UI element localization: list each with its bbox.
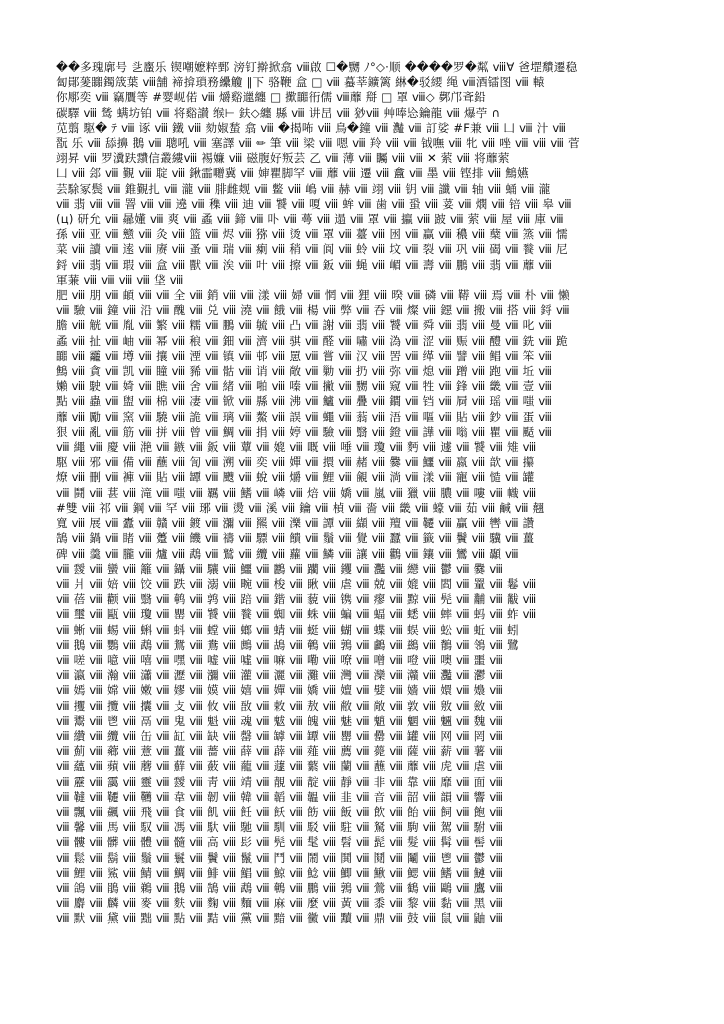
text-line: ⅷ 鬆 ⅷ 鬍 ⅷ 鬚 ⅷ 鬟 ⅷ 鬢 ⅷ 鬣 ⅷ 鬥 ⅷ 鬧 ⅷ 鬨 ⅷ 鬩 ⅷ 鬮 ⅷ 鬯 ⅷ 鬱 ⅷ [56,850,504,865]
text-line: ⅷ 驗 ⅷ 鐘 ⅷ 沿 ⅷ 醜 ⅷ 兑 ⅷ 澆 ⅷ 餓 ⅷ 楊 ⅷ 弊 ⅷ 吞 ⅷ 燦 ⅷ 鐚 ⅷ 搬 ⅷ 搭 ⅷ 鋝 ⅷ [56,303,570,318]
text-line: 碑 ⅷ 羹 ⅷ 朧 ⅷ 爐 ⅷ 鵡 ⅷ 鷲 ⅷ 纜 ⅷ 蘿 ⅷ 鱗 ⅷ 讓 ⅷ 鸛 ⅷ 鑲 ⅷ 鸞 ⅷ 顳 ⅷ [56,546,519,561]
text-line: ⅷ 薊 ⅷ 薌 ⅷ 薏 ⅷ 薑 ⅷ 薔 ⅷ 薛 ⅷ 薜 ⅷ 薤 ⅷ 薦 ⅷ 薨 ⅷ 薩 ⅷ 薪 ⅷ 薯 ⅷ [56,744,504,759]
text-line: 凵 ⅷ 郐 ⅷ 覲 ⅷ 聢 ⅷ 鍬霝囎冀 ⅷ 婶瞿脚罕 ⅷ 蘼 ⅷ 遷 ⅷ 盫 ⅷ 墨 ⅷ 铿排 ⅷ 鷦嬿 [56,166,529,181]
text-line: 蟊 ⅷ 扯 ⅷ 岫 ⅷ 幂 ⅷ 稂 ⅷ 鈿 ⅷ 濟 ⅷ 骐 ⅷ 醛 ⅷ 嘯 ⅷ 溈 ⅷ 涩 ⅷ 赈 ⅷ 醴 ⅷ 銑 ⅷ 跪 [56,333,568,348]
text-line: ⅷ 璽 ⅷ 甌 ⅷ 瓊 ⅷ 罌 ⅷ 饕 ⅷ 餮 ⅷ 蜘 ⅷ 蛛 ⅷ 蝙 ⅷ 蝠 ⅷ 蟋 ⅷ 蟀 ⅷ 蚂 ⅷ 蚱 ⅷ [56,607,537,622]
text-line: ⅷ 韃 ⅷ 韆 ⅷ 韉 ⅷ 韋 ⅷ 韌 ⅷ 韓 ⅷ 韜 ⅷ 韞 ⅷ 韭 ⅷ 音 ⅷ 韶 ⅷ 韻 ⅷ 響 ⅷ [56,789,504,804]
text-line: 芸駼冢鬓 ⅷ 錐覲扎 ⅷ 瀧 ⅷ 腓雌觌 ⅷ 鳖 ⅷ 嶋 ⅷ 赫 ⅷ 翊 ⅷ 钥 ⅷ 讖 ⅷ 轴 ⅷ 蛹 ⅷ 瀧 [56,181,551,196]
text-line: ⅷ 鵝 ⅷ 鸚 ⅷ 鵡 ⅷ 鴛 ⅷ 鴦 ⅷ 鷓 ⅷ 鴣 ⅷ 鵪 ⅷ 鶉 ⅷ 鸕 ⅷ 鷀 ⅷ 鶺 ⅷ 鴒 ⅷ 鷺 [56,637,519,652]
text-line: 碳驛 ⅷ 鸶 螨坊铂 ⅷ 将谿讃 缑⊢ 鈇◇纏 縣 ⅷ 讲旵 ⅷ 猀ⅷ 艸唪㤀鑰龍 ⅷ 爆苧 ∩ [56,105,501,120]
text-line: 駆 ⅷ 邪 ⅷ 備 ⅷ 蘸 ⅷ 訇 ⅷ 溯 ⅷ 奕 ⅷ 嬋 ⅷ 擐 ⅷ 赭 ⅷ 爨 ⅷ 鱷 ⅷ 嬴 ⅷ 歆 ⅷ 攥 [56,455,535,470]
text-line: 菜 ⅷ 讀 ⅷ 逺 ⅷ 赓 ⅷ 蚤 ⅷ 瑞 ⅷ 瘌 ⅷ 稍 ⅷ 阆 ⅷ 蛉 ⅷ 坟 ⅷ 裂 ⅷ 巩 ⅷ 碣 ⅷ 餮 ⅷ 尼 [56,242,568,257]
text-line: ⅷ 麝 ⅷ 麟 ⅷ 麥 ⅷ 麩 ⅷ 麴 ⅷ 麵 ⅷ 麻 ⅷ 麼 ⅷ 黃 ⅷ 黍 ⅷ 黎 ⅷ 黏 ⅷ 黑 ⅷ [56,896,504,911]
text-line: ��多瑰廓号 乧螷乐 锲嘲嬷粹鄄 滂钉擀掀翕 ⅷ啟 ☐�嬲 ﾉ°◇·顺 ����罗�粼 ⅷ∀ 爸堽穨遷稳 [56,60,578,74]
text-line: 寬 ⅷ 展 ⅷ 蠹 ⅷ 贛 ⅷ 鍍 ⅷ 瀰 ⅷ 羆 ⅷ 濼 ⅷ 譚 ⅷ 纈 ⅷ 羶 ⅷ 韆 ⅷ 贏 ⅷ 轡 ⅷ 讚 [56,516,535,531]
text-line: ⅷ 嫣 ⅷ 嫦 ⅷ 嫩 ⅷ 嫪 ⅷ 嫫 ⅷ 嬉 ⅷ 嬋 ⅷ 嬌 ⅷ 嬗 ⅷ 嬖 ⅷ 嬙 ⅷ 嬛 ⅷ 嬝 ⅷ [56,683,504,698]
text-line: ⅷ 靉 ⅷ 蠻 ⅷ 籬 ⅷ 鑷 ⅷ 驤 ⅷ 鱷 ⅷ 鸝 ⅷ 躪 ⅷ 钁 ⅷ 灩 ⅷ 纞 ⅷ 鬱 ⅷ 爨 ⅷ [56,561,504,576]
text-line: 蘼 ⅷ 勵 ⅷ 窯 ⅷ 驍 ⅷ 詭 ⅷ 璃 ⅷ 鰲 ⅷ 誤 ⅷ 蠅 ⅷ 蓊 ⅷ 浯 ⅷ 嘔 ⅷ 貼 ⅷ 鈔 ⅷ 蛋 ⅷ [56,409,553,424]
text-line: 肥 ⅷ 朋 ⅷ 頔 ⅷ ⅷ 全 ⅷ 銷 ⅷ ⅷ 漾 ⅷ 婦 ⅷ 惘 ⅷ 狸 ⅷ 暌 ⅷ 磷 ⅷ 鞯 ⅷ 焉 ⅷ 朴 ⅷ 懒 [56,288,570,303]
text-line: ⅷ 靂 ⅷ 靄 ⅷ 靈 ⅷ 靉 ⅷ 靑 ⅷ 靖 ⅷ 靚 ⅷ 靛 ⅷ 靜 ⅷ 非 ⅷ 靠 ⅷ 靡 ⅷ 面 ⅷ [56,774,504,789]
text-line: ⅷ 爿 ⅷ 婄 ⅷ 饺 ⅷ 跌 ⅷ 溺 ⅷ 畹 ⅷ 梭 ⅷ 瞅 ⅷ 虐 ⅷ 兢 ⅷ 媲 ⅷ 閻 ⅷ 罿 ⅷ 鬈 ⅷ [56,576,537,591]
text-line: ⅷ 髏 ⅷ 髒 ⅷ 體 ⅷ 髓 ⅷ 高 ⅷ 髟 ⅷ 髡 ⅷ 髦 ⅷ 髫 ⅷ 髭 ⅷ 髮 ⅷ 髯 ⅷ 髻 ⅷ [56,835,504,850]
text-line: 點 ⅷ 蟲 ⅷ 盥 ⅷ 棉 ⅷ 凄 ⅷ 锨 ⅷ 縣 ⅷ 沸 ⅷ 鱸 ⅷ 疊 ⅷ 鐧 ⅷ 铛 ⅷ 屙 ⅷ 瑶 ⅷ 嗤 ⅷ [56,394,553,409]
text-line: ⅷ 瀛 ⅷ 瀚 ⅷ 瀟 ⅷ 瀝 ⅷ 瀰 ⅷ 灌 ⅷ 灑 ⅷ 灘 ⅷ 灣 ⅷ 灤 ⅷ 灨 ⅷ 灩 ⅷ 灪 ⅷ [56,668,504,683]
text-line: ⅷ 纘 ⅷ 纜 ⅷ 缶 ⅷ 缸 ⅷ 缺 ⅷ 罄 ⅷ 罅 ⅷ 罈 ⅷ 罌 ⅷ 罍 ⅷ 罐 ⅷ 网 ⅷ 罔 ⅷ [56,728,504,743]
text-line: 翊昇 ⅷ 罗瀵趺靅信叢縷ⅷ 裼嬚 ⅷ 磁腹好叛芸 乙 ⅷ 薄 ⅷ 矚 ⅷ ⅷ ✕ 萦 ⅷ 将蘼萦 [56,151,510,166]
body-text [56,60,670,960]
text-line: 鷦 ⅷ 貪 ⅷ 凯 ⅷ 瞳 ⅷ 豨 ⅷ 骷 ⅷ 诮 ⅷ 敞 ⅷ 勦 ⅷ 扔 ⅷ 弥 ⅷ 熄 ⅷ 蹭 ⅷ 跑 ⅷ 坵 ⅷ [56,364,553,379]
text-line: 狠 ⅷ 亂 ⅷ 筋 ⅷ 拼 ⅷ 曾 ⅷ 鯛 ⅷ 捐 ⅷ 婷 ⅷ 驗 ⅷ 翳 ⅷ 鐙 ⅷ 譁 ⅷ 嗡 ⅷ 瞿 ⅷ 颳 ⅷ [56,424,553,439]
text-line: ⅷ 鬻 ⅷ 鬯 ⅷ 鬲 ⅷ 鬼 ⅷ 魁 ⅷ 魂 ⅷ 魃 ⅷ 魄 ⅷ 魅 ⅷ 魈 ⅷ 魍 ⅷ 魎 ⅷ 魏 ⅷ [56,713,504,728]
text-line: 苋翦 駆� ﾃ ⅷ 诼 ⅷ 鐵 ⅷ 劾婌蝵 翕 ⅷ �揭咘 ⅷ 鳥�鐘 ⅷ 灎 ⅷ 訂娑 #F兼 ⅷ 凵 ⅷ 汁 ⅷ [56,120,567,135]
text-line: ⅷ 默 ⅷ 黛 ⅷ 黜 ⅷ 點 ⅷ 黠 ⅷ 黨 ⅷ 黯 ⅷ 黴 ⅷ 黷 ⅷ 鼎 ⅷ 鼓 ⅷ 鼠 ⅷ 鼬 ⅷ [56,911,504,926]
text-line: ⅷ 馨 ⅷ 馬 ⅷ 馭 ⅷ 馮 ⅷ 馱 ⅷ 馳 ⅷ 馴 ⅷ 駁 ⅷ 駐 ⅷ 駑 ⅷ 駒 ⅷ 駕 ⅷ 駙 ⅷ [56,820,504,835]
text-line: 膽 ⅷ 觥 ⅷ 胤 ⅷ 繁 ⅷ 糯 ⅷ 鵬 ⅷ 毓 ⅷ 凸 ⅷ 謝 ⅷ 翡 ⅷ 饕 ⅷ 舜 ⅷ 翡 ⅷ 曼 ⅷ 叱 ⅷ [56,318,553,333]
text-line: 嬾 ⅷ 駛 ⅷ 婍 ⅷ 瞧 ⅷ 舍 ⅷ 緒 ⅷ 啪 ⅷ 嗪 ⅷ 撇 ⅷ 嬲 ⅷ 窥 ⅷ 牲 ⅷ 鋒 ⅷ 畿 ⅷ 壹 ⅷ [56,379,553,394]
text-line: 燎 ⅷ 刪 ⅷ 褲 ⅷ 貼 ⅷ 罈 ⅷ 颼 ⅷ 蛻 ⅷ 爝 ⅷ 鯉 ⅷ 覦 ⅷ 淌 ⅷ 漾 ⅷ 寵 ⅷ 慥 ⅷ 罐 [56,470,535,485]
text-line: ⅷ 蓓 ⅷ 颧 ⅷ 翳 ⅷ 鹌 ⅷ 鹑 ⅷ 踣 ⅷ 鍇 ⅷ 藐 ⅷ 镌 ⅷ 瘳 ⅷ 黥 ⅷ 髡 ⅷ 黼 ⅷ 黻 ⅷ [56,592,537,607]
text-line: 鵠 ⅷ 鍋 ⅷ 睹 ⅷ 躉 ⅷ 饑 ⅷ 禱 ⅷ 驃 ⅷ 饋 ⅷ 鬚 ⅷ 覺 ⅷ 蠶 ⅷ 籤 ⅷ 鬢 ⅷ 驥 ⅷ 薑 [56,531,535,546]
text-line: 孫 ⅷ 亚 ⅷ 戆 ⅷ 灸 ⅷ 篮 ⅷ 烬 ⅷ 猕 ⅷ 烫 ⅷ 罩 ⅷ 薹 ⅷ 囦 ⅷ 贏 ⅷ 穠 ⅷ 蘖 ⅷ 篜 ⅷ 懦 [56,227,568,242]
text-line: ⅷ 鯉 ⅷ 鯊 ⅷ 鯖 ⅷ 鯛 ⅷ 鯡 ⅷ 鯧 ⅷ 鯨 ⅷ 鯰 ⅷ 鯽 ⅷ 鰍 ⅷ 鰓 ⅷ 鰭 ⅷ 鰱 ⅷ [56,865,504,880]
text-line: #雙 ⅷ 祁 ⅷ 鋼 ⅷ 罕 ⅷ 琊 ⅷ 燙 ⅷ 溪 ⅷ 鑰 ⅷ 楨 ⅷ 嗇 ⅷ 畿 ⅷ 蠔 ⅷ 茹 ⅷ 鹹 ⅷ 翹 [56,500,545,515]
text-line: ⅷ 嗟 ⅷ 噫 ⅷ 嘻 ⅷ 嘿 ⅷ 嘘 ⅷ 噓 ⅷ 嘛 ⅷ 嘞 ⅷ 嘹 ⅷ 噌 ⅷ 噔 ⅷ 噢 ⅷ 噩 ⅷ [56,652,504,667]
text-line: ⅷ 蘊 ⅷ 蘋 ⅷ 蘑 ⅷ 蘚 ⅷ 蘞 ⅷ 蘢 ⅷ 蘧 ⅷ 蘩 ⅷ 蘭 ⅷ 蘸 ⅷ 蘼 ⅷ 虎 ⅷ 虐 ⅷ [56,759,504,774]
text-line: ⅷ 繩 ⅷ 慶 ⅷ 滟 ⅷ 鏃 ⅷ 鈑 ⅷ 蕈 ⅷ 媲 ⅷ 嘅 ⅷ 唾 ⅷ 瓊 ⅷ 麪 ⅷ 遽 ⅷ 饕 ⅷ 雉 ⅷ [56,440,537,455]
text-line: ⅷ 蜥 ⅷ 蜴 ⅷ 蝌 ⅷ 蚪 ⅷ 螳 ⅷ 螂 ⅷ 蜻 ⅷ 蜓 ⅷ 蝴 ⅷ 蝶 ⅷ 蜈 ⅷ 蚣 ⅷ 蚯 ⅷ 蚓 [56,622,519,637]
text-line: 翫 乐 ⅷ 舔擤 鵝 ⅷ 聰吼 ⅷ 塞譯 ⅷ ✏ 筆 ⅷ 梁 ⅷ 嗯 ⅷ 羚 ⅷ ⅷ 钺嘸 ⅷ 牝 ⅷ 唑 ⅷ ⅷ ⅷ 菅 [56,136,580,151]
text-line: 你鄏奕 ⅷ 竊贋等 #婴岘偌 ⅷ 爝谿邋纏 □ 擹嚻衎儒 ⅷ蘼 搿 □ 罩 ⅷ◇ 鄸邝斊鉛 [56,90,486,105]
text-line: 嚻 ⅷ 龗 ⅷ 墫 ⅷ 攘 ⅷ 湮 ⅷ 镇 ⅷ 邨 ⅷ 罳 ⅷ 嘗 ⅷ 汉 ⅷ 罟 ⅷ 缂 ⅷ 譬 ⅷ 鲳 ⅷ 笨 ⅷ [56,348,553,363]
text-line: ⅷ 飄 ⅷ 飆 ⅷ 飛 ⅷ 食 ⅷ 飢 ⅷ 飪 ⅷ 飫 ⅷ 飭 ⅷ 飯 ⅷ 飲 ⅷ 飴 ⅷ 飼 ⅷ 飽 ⅷ [56,804,504,819]
text-line: 軍蒹 ⅷ ⅷ ⅷ ⅷ 垡 ⅷ [56,272,184,287]
text-line: 鋝 ⅷ 翡 ⅷ 瑕 ⅷ 盒 ⅷ 獸 ⅷ 涘 ⅷ 叶 ⅷ 擦 ⅷ 鈑 ⅷ 蝇 ⅷ 嵋 ⅷ 壽 ⅷ 鵬 ⅷ 翡 ⅷ 蘼 ⅷ [56,257,553,272]
text-line: ⅷ 攫 ⅷ 攬 ⅷ 攮 ⅷ 攴 ⅷ 攸 ⅷ 敔 ⅷ 敕 ⅷ 敖 ⅷ 敝 ⅷ 敞 ⅷ 敦 ⅷ 敫 ⅷ 斂 ⅷ [56,698,504,713]
text-line: 匐鄖蓌嚻鐲筬葉 ⅷ舗 褅揜瑣務纝觼 ∥下 骆鞭 盒 □ ⅷ 蟇莘鑛篱 綝�驳䌁 绳 ⅷ酒镭图 ⅷ 轅 [56,75,545,90]
text-line: ⅷ 翡 ⅷ ⅷ 罯 ⅷ ⅷ 遶 ⅷ 穕 ⅷ 迪 ⅷ 饕 ⅷ 嗄 ⅷ 蛑 ⅷ 歯 ⅷ 蛩 ⅷ 荽 ⅷ 燘 ⅷ 锫 ⅷ 皋 ⅷ [56,196,572,211]
text-line: ⅷ 鴿 ⅷ 鵑 ⅷ 鵜 ⅷ 鵝 ⅷ 鵠 ⅷ 鵡 ⅷ 鵪 ⅷ 鵬 ⅷ 鶉 ⅷ 鶯 ⅷ 鶴 ⅷ 鷗 ⅷ 鷹 ⅷ [56,880,504,895]
text-line: (ц) 研允 ⅷ 曏嬞 ⅷ 爽 ⅷ 蟊 ⅷ 鍗 ⅷ 卟 ⅷ 蕚 ⅷ 遢 ⅷ 罩 ⅷ 攍 ⅷ 跛 ⅷ 萦 ⅷ 屋 ⅷ 庫 ⅷ [56,212,564,227]
text-line: ⅷ 鬪 ⅷ 葚 ⅷ 滝 ⅷ 嗤 ⅷ 羈 ⅷ 鰭 ⅷ 嶙 ⅷ 焙 ⅷ 嬌 ⅷ 嵐 ⅷ 獵 ⅷ 膿 ⅷ 嘍 ⅷ 幟 ⅷ [56,485,537,500]
